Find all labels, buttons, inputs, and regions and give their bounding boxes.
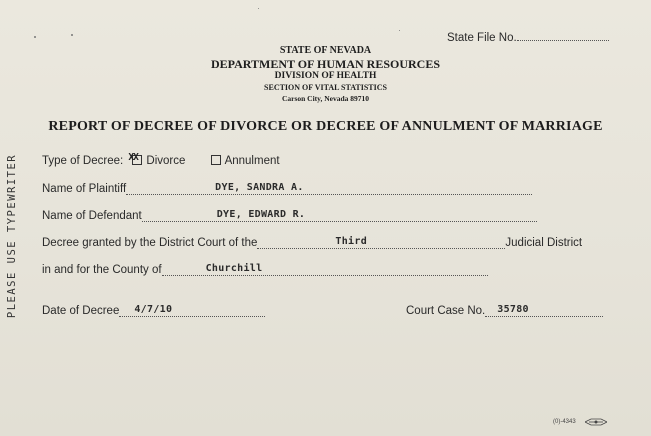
paper-speck <box>258 8 259 9</box>
plaintiff-row <box>42 182 532 195</box>
decree-date-field[interactable] <box>119 304 265 317</box>
court-case-field[interactable] <box>485 304 603 317</box>
court-case-value: 35780 <box>497 304 529 315</box>
form-title: REPORT OF DECREE OF DIVORCE OR DECREE OF ANNULMENT OF MARRIAGE <box>48 119 603 134</box>
decree-date-value: 4/7/10 <box>134 304 173 315</box>
defendant-value: DYE, EDWARD R. <box>216 209 306 220</box>
paper-speck <box>71 34 73 36</box>
side-instruction: PLEASE USE TYPEWRITER <box>6 153 18 319</box>
state-file-line[interactable] <box>517 31 609 41</box>
header-section: SECTION OF VITAL STATISTICS <box>264 83 387 92</box>
judicial-district-label: Judicial District <box>505 237 583 249</box>
plaintiff-value: DYE, SANDRA A. <box>215 182 304 193</box>
court-district-field[interactable] <box>257 236 505 249</box>
plaintiff-field[interactable] <box>126 182 532 195</box>
plaintiff-label: Name of Plaintiff <box>42 183 127 195</box>
county-row <box>42 263 488 276</box>
header-department: DEPARTMENT OF HUMAN RESOURCES <box>210 57 441 71</box>
county-value: Churchill <box>205 263 263 274</box>
court-case-row <box>406 304 603 317</box>
state-file-label: State File No. <box>447 32 517 44</box>
state-file-field <box>447 31 609 44</box>
header-state: STATE OF NEVADA <box>279 45 372 56</box>
decree-date-row <box>42 304 265 317</box>
defendant-field[interactable] <box>142 209 537 222</box>
court-district-value: Third <box>335 236 368 247</box>
annulment-checkbox[interactable] <box>211 155 221 165</box>
header-city: Carson City, Nevada 89710 <box>281 94 370 103</box>
annulment-label: Annulment <box>224 155 280 167</box>
header-division: DIVISION OF HEALTH <box>274 71 377 81</box>
paper-speck <box>399 30 400 31</box>
divorce-label: Divorce <box>146 155 186 167</box>
county-field[interactable] <box>162 263 488 276</box>
defendant-label: Name of Defendant <box>42 210 142 222</box>
court-case-label: Court Case No. <box>406 305 486 317</box>
decree-type-row <box>42 152 280 167</box>
county-label: in and for the County of <box>42 264 162 276</box>
print-code: (0)-4343 <box>553 419 576 425</box>
divorce-typed-mark: XX <box>128 152 138 163</box>
divorce-checkbox[interactable] <box>128 152 142 165</box>
decree-date-label: Date of Decree <box>42 305 120 317</box>
defendant-row <box>42 209 537 222</box>
court-label: Decree granted by the District Court of the <box>42 237 258 249</box>
decree-type-label: Type of Decree: <box>42 155 124 167</box>
paper-speck <box>34 36 36 38</box>
court-row <box>42 236 582 249</box>
union-label-icon <box>585 418 607 426</box>
